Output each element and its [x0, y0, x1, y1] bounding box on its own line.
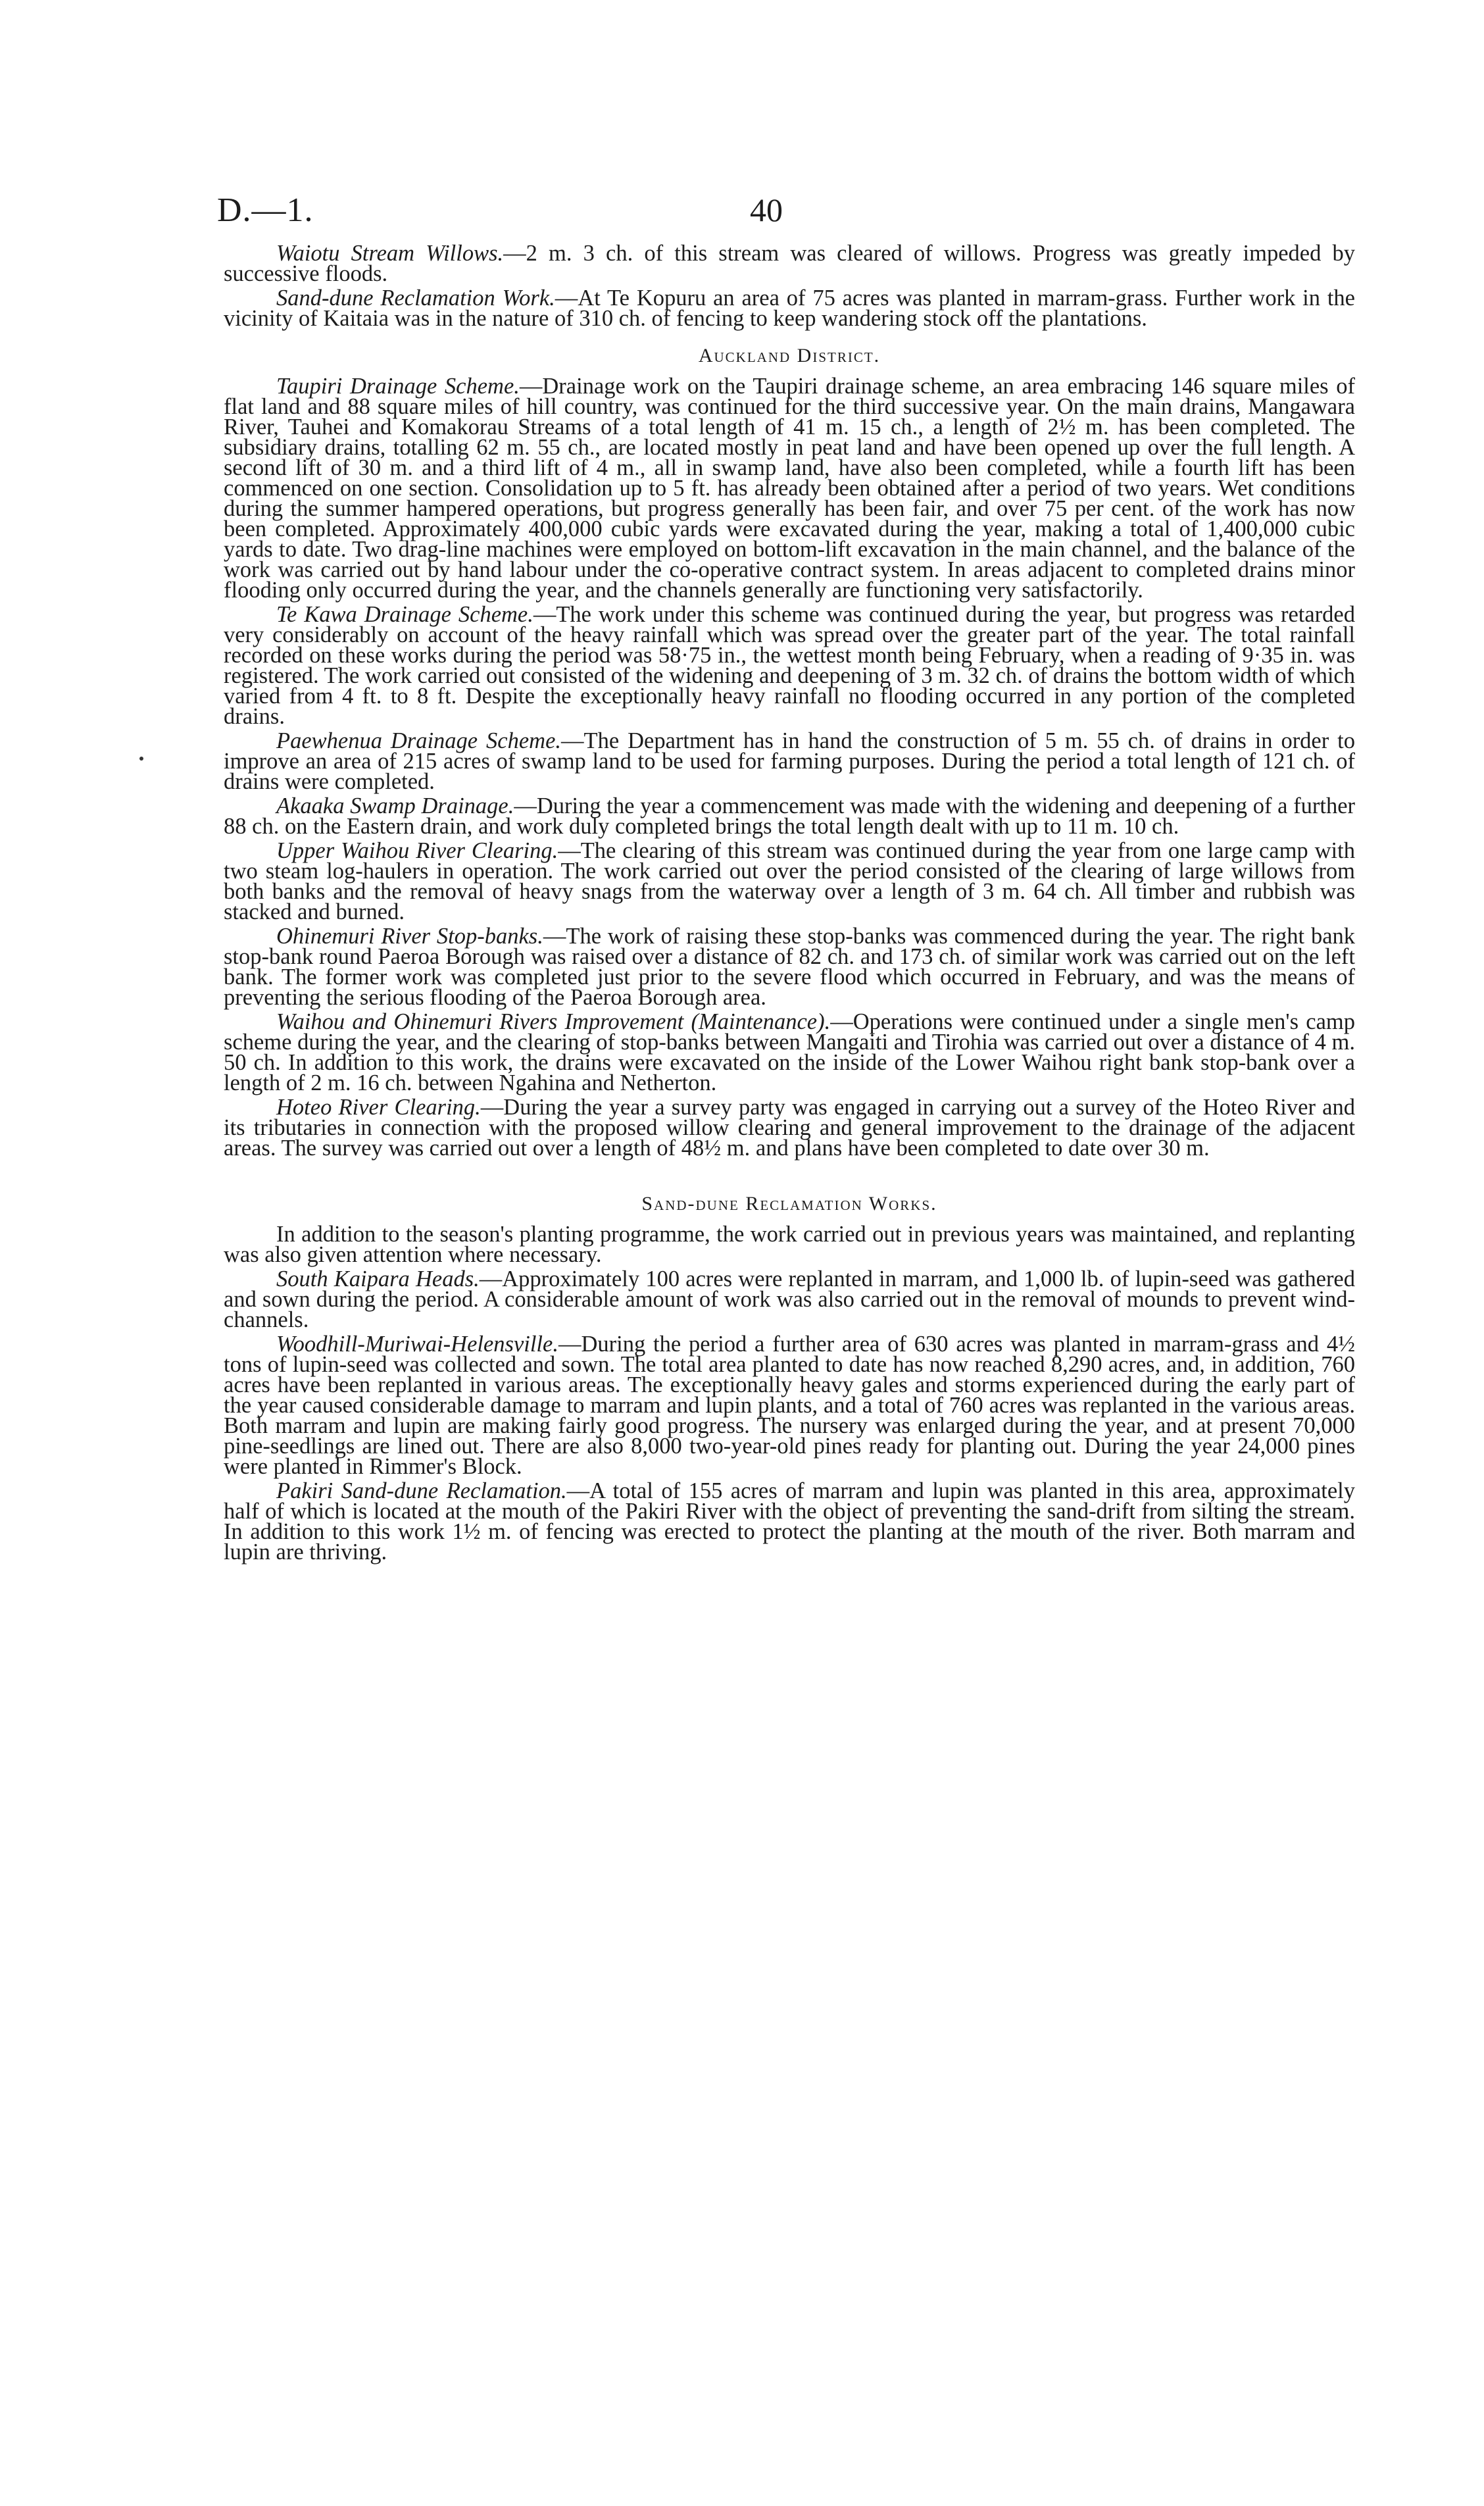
paragraph: [224, 1334, 1355, 1477]
paragraph-body: —Drainage work on the Taupiri drainage scheme, an area embracing 146 square miles of flat land and 88 square miles of hill country, was continued for the third successive year. On the main drains, Mangawara River, Tauhei and Komakorau Streams of a total length of 41 m. 15 ch., a length of 2½ m. has been completed. The subsidiary drains, totalling 62 m. 55 ch., are located mostly in peat land and have been opened up over the full length. A second lift of 30 m. and a third lift of 4 m., all in swamp land, have also been completed, while a fourth lift has been commenced on one section. Consolidation up to 5 ft. has already been obtained after a period of two years. Wet conditions during the summer hampered operations, but progress generally has been fair, and over 75 per cent. of the work has now been completed. Approximately 400,000 cubic yards were excavated during the year, making a total of 1,400,000 cubic yards to date. Two drag-line machines were employed on bottom-lift excavation in the main channel, and the balance of the work was carried out by hand labour under the co-operative contract system. In areas adjacent to completed drains minor flooding only occurred during the year, and the channels generally are functioning very satisfactorily.: [224, 374, 1355, 603]
section-heading: Auckland District.: [698, 345, 881, 366]
paragraph-body: —During the year a survey party was engaged in carrying out a survey of the Hoteo River and its tributaries in connection with the proposed willow clearing and general improvement to the drainage of the adjacent areas. The survey was carried out over a length of 48½ m. and plans have been completed to date over 30 m.: [224, 1095, 1355, 1161]
paragraph: [224, 602, 1355, 729]
paragraph-body: —Approximately 100 acres were replanted in marram, and 1,000 lb. of lupin-seed was gathered and sown during the period. A considerable amount of work was also carried out in the removal of mounds to prevent wind-channels.: [224, 1266, 1355, 1332]
document-reference: D.—1.: [217, 191, 314, 229]
paragraph-heading: Ohinemuri River Stop-banks.: [276, 924, 543, 949]
paragraph-heading: Woodhill-Muriwai-Helensville.: [276, 1332, 558, 1357]
paragraph-heading: Waihou and Ohinemuri Rivers Improvement (Maintenance).: [276, 1009, 831, 1034]
paragraph-heading: Sand-dune Reclamation Work.: [276, 286, 555, 311]
paragraph-heading: Hoteo River Clearing.: [276, 1095, 481, 1120]
paragraph: [224, 1097, 1355, 1159]
paragraph-body: —During the year a commencement was made with the widening and deepening of a further 88 ch. on the Eastern drain, and work duly completed brings the total length dealt with up to 11 m. 10 ch.: [224, 793, 1355, 839]
paragraph-body: —The work of raising these stop-banks was commenced during the year. The right bank stop-bank round Paeroa Borough was raised over a distance of 82 ch. and 173 ch. of similar work was carried out on the left bank. The former work was completed just prior to the severe flood which occurred in February, and was the means of preventing the serious flooding of the Paeroa Borough area.: [224, 924, 1356, 1010]
paragraph-body: —Operations were continued under a single men's camp scheme during the year, and the clearing of stop-banks between Mangaiti and Tirohia was carried out over a distance of 4 m. 50 ch. In addition to this work, the drains were excavated on the inside of the Lower Waihou right bank stop-bank over a length of 2 m. 16 ch. between Ngahina and Netherton.: [224, 1009, 1355, 1095]
page-number: 40: [750, 191, 783, 228]
paragraph: [224, 838, 1355, 924]
paragraph: [224, 288, 1355, 329]
paragraph-body: —During the period a further area of 630 acres was planted in marram-grass and 4½ tons of lupin-seed was collected and sown. The total area planted to date has now reached 8,290 acres, and, in addition, 760 acres have been replanted in various areas. The exceptionally heavy gales and storms experienced during the early part of the year caused considerable damage to marram and lupin plants, and a total of 760 acres was replanted in the various areas. Both marram and lupin are making fairly good progress. The nursery was enlarged during the year, and at present 70,000 pine-seedlings are lined out. There are also 8,000 two-year-old pines ready for planting out. During the year 24,000 pines were planted in Rimmer's Block.: [224, 1332, 1355, 1479]
paragraph-body: —The Department has in hand the construction of 5 m. 55 ch. of drains in order to improve an area of 215 acres of swamp land to be used for farming purposes. During the period a total length of 121 ch. of drains were completed.: [224, 728, 1355, 794]
paragraph: [224, 926, 1355, 1008]
paragraph: [224, 728, 1355, 794]
document-page: [217, 191, 1356, 1566]
paragraph-body: —The clearing of this stream was continued during the year from one large camp with two steam log-haulers in operation. The work carried out over the period consisted of the clearing of large willows from both banks and the removal of heavy snags from the waterway over a length of 3 m. 64 ch. All timber and rubbish was stacked and burned.: [224, 838, 1355, 924]
paragraph: [224, 376, 1355, 601]
paragraph-heading: Taupiri Drainage Scheme.: [276, 374, 520, 399]
page-header: [217, 191, 1355, 243]
paragraph: [224, 1266, 1355, 1332]
paragraph-heading: Pakiri Sand-dune Reclamation.: [276, 1478, 567, 1503]
paragraph-body: —At Te Kopuru an area of 75 acres was planted in marram-grass. Further work in the vicinity of Kaitaia was in the nature of 310 ch. of fencing to keep wandering stock off the plantations.: [224, 286, 1355, 331]
paragraph: [224, 1478, 1355, 1565]
margin-mark: [139, 757, 143, 761]
paragraph-heading: Waiotu Stream Willows.: [276, 241, 504, 266]
paragraph-heading: Akaaka Swamp Drainage.: [276, 793, 514, 818]
section-continuation: [224, 243, 1355, 329]
paragraph-heading: Paewhenua Drainage Scheme.: [276, 728, 562, 753]
section-heading: Sand-dune Reclamation Works.: [641, 1193, 937, 1215]
paragraph: [224, 1009, 1355, 1095]
paragraph-heading: Upper Waihou River Clearing.: [276, 838, 558, 863]
paragraph-body: In addition to the season's planting programme, the work carried out in previous years was maintained, and replanting was also given attention where necessary.: [224, 1222, 1355, 1267]
section-sand-dune-reclamation-works: [224, 1193, 1355, 1563]
paragraph: [224, 243, 1355, 284]
paragraph-heading: Te Kawa Drainage Scheme.: [276, 602, 533, 627]
paragraph-body: —A total of 155 acres of marram and lupin was planted in this area, approximately half of which is located at the mouth of the Pakiri River with the object of preventing the sand-drift from silting the stream. In addition to this work 1½ m. of fencing was erected to protect the planting at the mouth of the river. Both marram and lupin are thriving.: [224, 1478, 1355, 1565]
section-auckland-district: [224, 345, 1355, 1159]
paragraph: [224, 793, 1355, 839]
paragraph-body: —2 m. 3 ch. of this stream was cleared of willows. Progress was greatly impeded by successive floods.: [224, 241, 1355, 286]
paragraph-body: —The work under this scheme was continued during the year, but progress was retarded very considerably on account of the heavy rainfall which was spread over the greater part of the year. The total rainfall recorded on these works during the period was 58·75 in., the wettest month being February, when a reading of 9·35 in. was registered. The work carried out consisted of the widening and deepening of 3 m. 32 ch. of drains the bottom width of which varied from 4 ft. to 8 ft. Despite the exceptionally heavy rainfall no flooding occurred in any portion of the completed drains.: [224, 602, 1355, 729]
paragraph-heading: South Kaipara Heads.: [276, 1266, 480, 1291]
paragraph: [224, 1224, 1355, 1265]
